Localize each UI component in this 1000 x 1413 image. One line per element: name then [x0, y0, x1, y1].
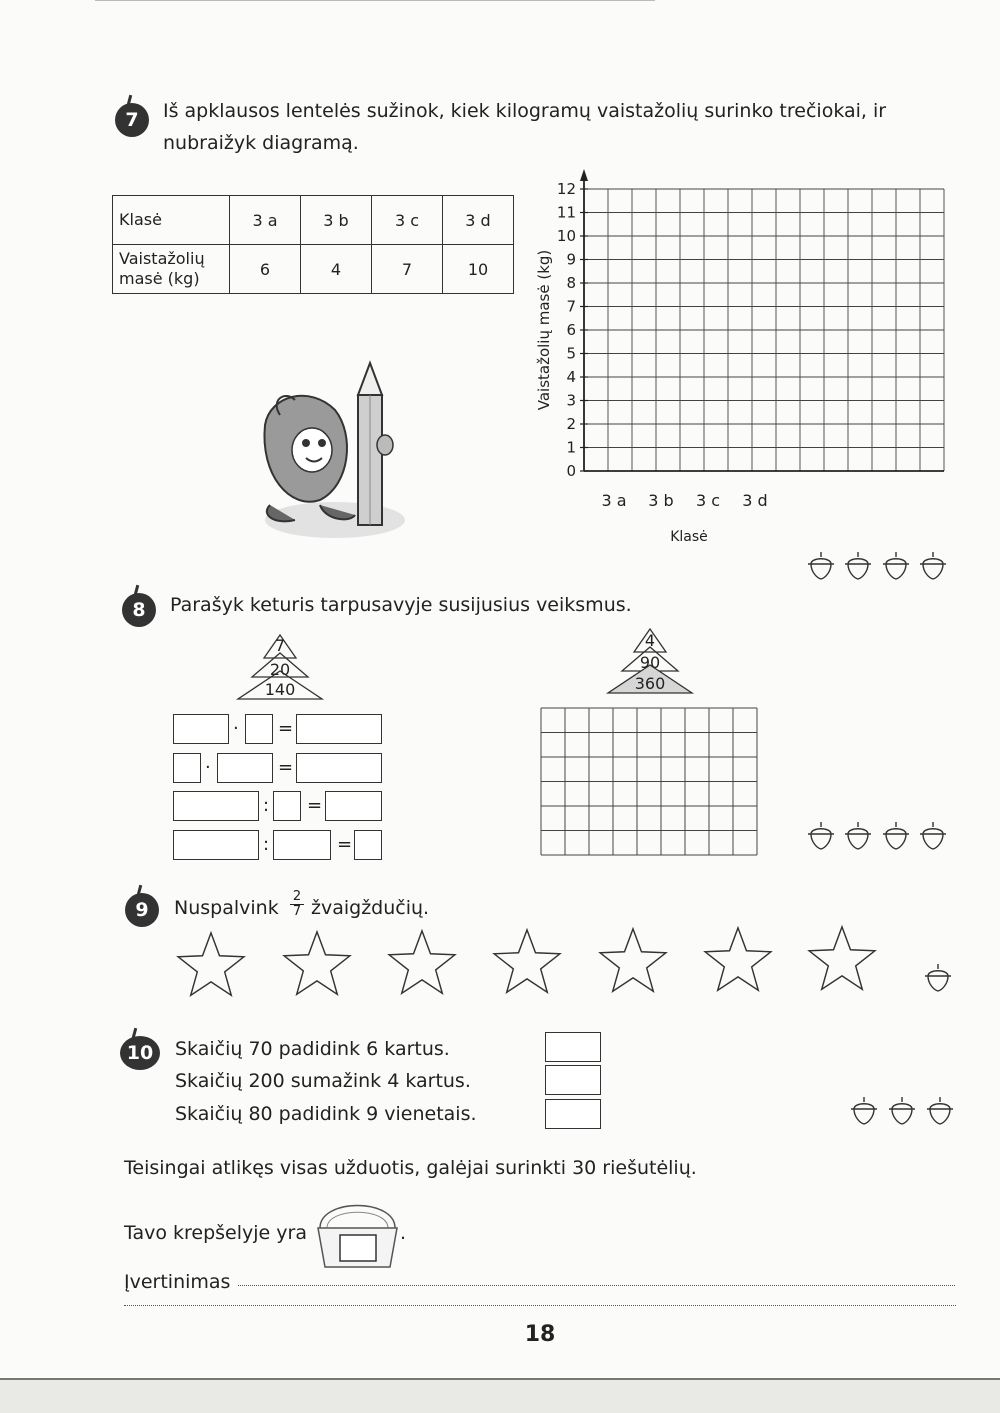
nut-outline	[845, 822, 871, 849]
nut-outline	[851, 1097, 877, 1124]
table-value-cell: 7	[372, 245, 443, 294]
task-7-badge	[115, 103, 149, 137]
tree-2-bottom: 360	[634, 674, 666, 693]
x-axis-label: Klasė	[670, 529, 708, 545]
task-8-text: Parašyk keturis tarpusavyje susijusius veiksmus.	[170, 594, 632, 616]
task-7-nut-icon	[917, 548, 949, 582]
tree-2-top: 4	[644, 631, 656, 650]
page-number: 18	[524, 1322, 556, 1347]
nut-outline	[920, 552, 946, 579]
task-10-nut-icon	[886, 1093, 918, 1127]
y-tick-label: 9	[566, 250, 576, 269]
y-axis-arrow	[580, 169, 588, 181]
star-outline	[494, 930, 560, 992]
table-class-cell: 3 a	[230, 196, 301, 245]
basket-icon	[315, 1193, 405, 1273]
table-row	[113, 245, 514, 294]
task-10-line-2: Skaičių 200 sumažink 4 kartus.	[175, 1070, 471, 1092]
table-class-cell: 3 c	[372, 196, 443, 245]
nut-outline	[808, 822, 834, 849]
fraction	[290, 890, 304, 919]
top-rule	[95, 0, 655, 1]
equation-2-result[interactable]	[296, 753, 382, 783]
task-9-text-before: Nuspalvink	[174, 897, 279, 919]
task-7-nut-icon	[842, 548, 874, 582]
nut-outline	[889, 1097, 915, 1124]
basket-label: Tavo krepšelyje yra	[124, 1222, 307, 1244]
equation-2-mul-sign: ·	[205, 757, 211, 778]
star-icon[interactable]	[281, 929, 353, 1001]
y-tick-label: 0	[566, 462, 576, 480]
equation-4-operand-b[interactable]	[273, 830, 331, 860]
y-tick-label: 2	[566, 415, 576, 433]
nut-outline	[845, 552, 871, 579]
y-tick-label: 1	[566, 438, 576, 457]
tree-1-bottom: 140	[264, 680, 296, 699]
grade-label: Įvertinimas	[124, 1271, 231, 1293]
table-row-label: Vaistažolių masė (kg)	[113, 245, 230, 294]
basket-dot: .	[400, 1222, 407, 1244]
x-tick-label: 3 b	[648, 491, 674, 510]
task-9-badge	[125, 893, 159, 927]
task-10-number: 10	[126, 1042, 154, 1064]
table-class-cell: 3 d	[443, 196, 514, 245]
nut-outline	[927, 1097, 953, 1124]
star-icon[interactable]	[491, 927, 563, 999]
star-icon[interactable]	[806, 924, 878, 996]
star-icon[interactable]	[386, 928, 458, 1000]
task-10-answer-1[interactable]	[545, 1032, 601, 1062]
star-icon[interactable]	[175, 930, 247, 1002]
star-outline	[705, 928, 771, 990]
equation-1-operand-b[interactable]	[245, 714, 273, 744]
equation-2-operand-b[interactable]	[217, 753, 273, 783]
task-10-answer-3[interactable]	[545, 1099, 601, 1129]
star-outline	[284, 932, 350, 994]
equation-3-operand-b[interactable]	[273, 791, 301, 821]
nut-outline	[808, 552, 834, 579]
y-tick-label: 4	[566, 368, 576, 386]
table-value-cell: 10	[443, 245, 514, 294]
task-10-line-1: Skaičių 70 padidink 6 kartus.	[175, 1038, 450, 1060]
y-tick-label: 8	[566, 274, 576, 292]
task-8-nut-icon	[880, 818, 912, 852]
table-row	[113, 196, 514, 245]
tree-1-top: 7	[274, 636, 286, 655]
task-10-line-3: Skaičių 80 padidink 9 vienetais.	[175, 1103, 477, 1125]
summary-text: Teisingai atlikęs visas užduotis, galėjai surinkti 30 riešutėlių.	[124, 1157, 697, 1179]
y-axis-label: Vaistažolių masė (kg)	[535, 249, 553, 411]
equation-1-mul-sign: ·	[233, 718, 239, 739]
star-outline	[178, 933, 244, 995]
x-tick-label: 3 c	[695, 491, 721, 510]
star-outline	[389, 931, 455, 993]
task-8-number: 8	[132, 599, 146, 621]
equation-1-result[interactable]	[296, 714, 382, 744]
mascot-pencil-illustration	[240, 355, 410, 545]
x-tick-label: 3 d	[742, 491, 768, 510]
grade-line[interactable]	[238, 1285, 955, 1286]
task-8-nut-icon	[805, 818, 837, 852]
answer-grid[interactable]	[540, 707, 758, 857]
nut-outline	[920, 822, 946, 849]
star-outline	[600, 929, 666, 991]
equation-1-eq-sign: =	[278, 718, 294, 739]
task-8-nut-icon	[917, 818, 949, 852]
fraction-denominator: 7	[290, 904, 304, 919]
star-icon[interactable]	[702, 925, 774, 997]
star-icon[interactable]	[597, 926, 669, 998]
task-10-badge	[120, 1036, 160, 1070]
fraction-numerator: 2	[292, 889, 302, 904]
y-tick-label: 12	[556, 180, 576, 198]
task-8-badge	[122, 593, 156, 627]
y-tick-label: 6	[566, 321, 576, 339]
task-9-number: 9	[135, 899, 149, 921]
table-value-cell: 6	[230, 245, 301, 294]
equation-3-result[interactable]	[325, 791, 382, 821]
equation-2-operand-a[interactable]	[173, 753, 201, 783]
nut-outline	[883, 822, 909, 849]
task-10-nut-icon	[848, 1093, 880, 1127]
equation-3-operand-a[interactable]	[173, 791, 259, 821]
y-tick-label: 7	[566, 297, 576, 316]
task-7-number: 7	[125, 109, 139, 131]
nut-outline	[883, 552, 909, 579]
survey-table	[112, 195, 514, 294]
y-tick-label: 10	[556, 227, 576, 245]
table-value-cell: 4	[301, 245, 372, 294]
task-8-nut-icon	[842, 818, 874, 852]
equation-4-operand-a[interactable]	[173, 830, 259, 860]
x-tick-label: 3 a	[601, 491, 627, 510]
page-bottom-edge	[0, 1378, 1000, 1413]
task-7-text-line1: Iš apklausos lentelės sužinok, kiek kilogramų vaistažolių surinko trečiokai, ir	[163, 100, 887, 122]
equation-4-eq-sign: =	[337, 834, 353, 855]
task-7-nut-icon	[880, 548, 912, 582]
y-tick-label: 3	[566, 391, 576, 410]
equation-3-eq-sign: =	[307, 795, 323, 816]
task-9-text-after: žvaigždučių.	[311, 897, 430, 919]
task-7-nut-icon	[805, 548, 837, 582]
tree-1-mid: 20	[269, 660, 291, 679]
equation-4-div-sign: :	[263, 834, 270, 855]
star-outline	[809, 927, 875, 989]
task-10-answer-2[interactable]	[545, 1065, 601, 1095]
task-7-text-line2: nubraižyk diagramą.	[163, 132, 359, 154]
y-tick-label: 11	[556, 203, 576, 222]
nut-outline	[925, 964, 951, 991]
y-tick-label: 5	[566, 344, 576, 363]
equation-2-eq-sign: =	[278, 757, 294, 778]
bar-chart	[520, 160, 960, 550]
equation-4-result[interactable]	[354, 830, 382, 860]
table-class-cell: 3 b	[301, 196, 372, 245]
equation-3-div-sign: :	[263, 795, 270, 816]
task-9-nut-icon	[922, 960, 954, 994]
table-header-label: Klasė	[113, 196, 230, 245]
task-10-nut-icon	[924, 1093, 956, 1127]
tree-2-mid: 90	[639, 653, 661, 672]
grade-line-2[interactable]	[124, 1305, 956, 1306]
equation-1-operand-a[interactable]	[173, 714, 229, 744]
